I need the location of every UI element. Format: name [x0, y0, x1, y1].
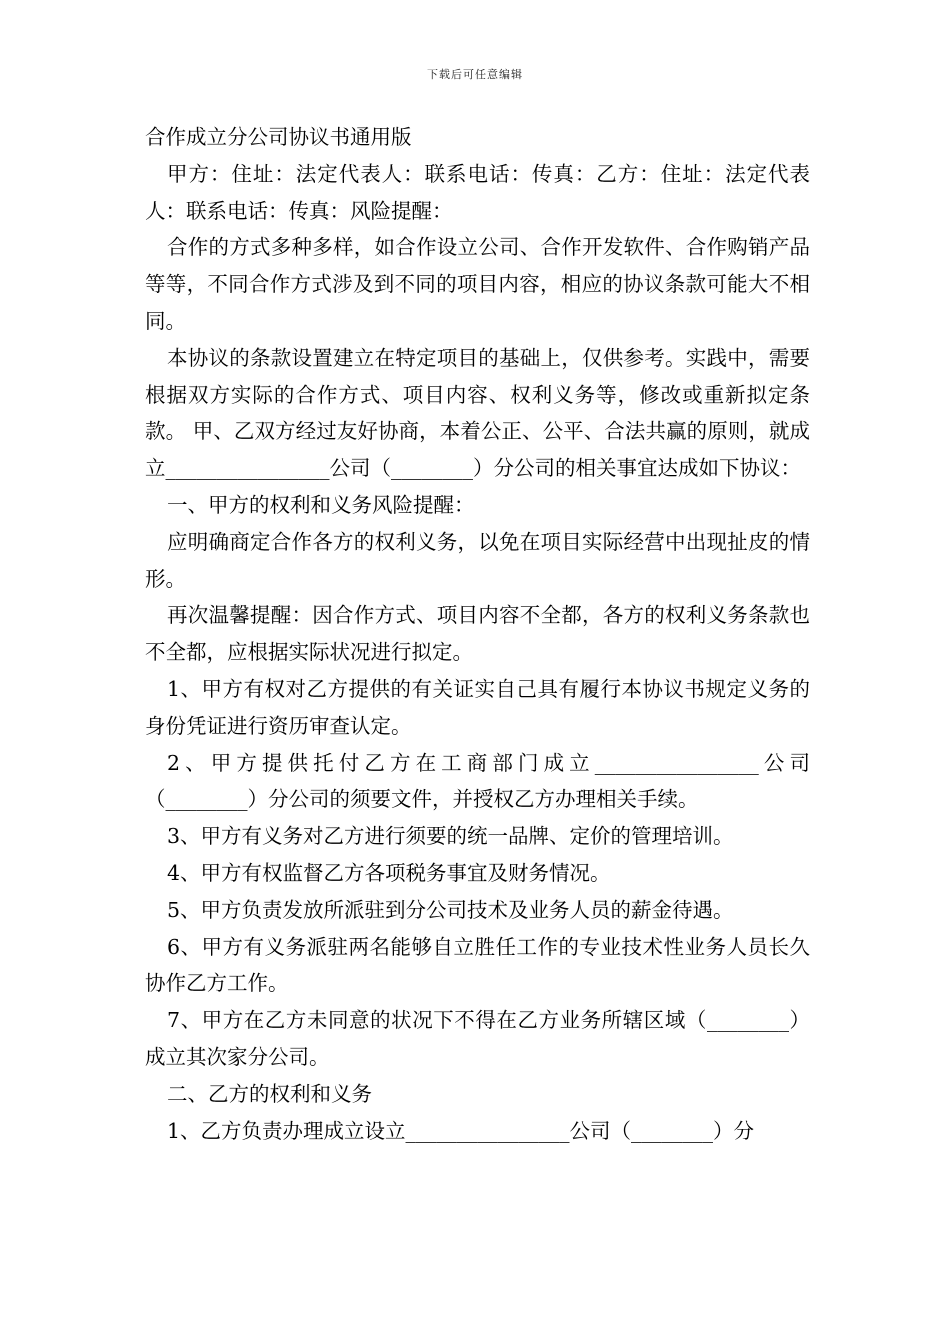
risk-note-paragraph: 合作的方式多种多样，如合作设立公司、合作开发软件、合作购销产品等等，不同合作方式涉及到不同的项目内容，相应的协议条款可能大不相同。 — [145, 235, 810, 333]
rights-note-paragraph: 应明确商定合作各方的权利义务，以免在项目实际经营中出现扯皮的情形。 — [145, 529, 810, 591]
document-body — [145, 119, 810, 1149]
clause-a-7: 7、甲方在乙方未同意的状况下不得在乙方业务所辖区域（________）成立其次家分公司。 — [145, 1008, 810, 1069]
clause-b-1: 1、乙方负责办理成立设立________________公司（________）分 — [167, 1118, 755, 1143]
clause-a-1: 1、甲方有权对乙方提供的有关证实自己具有履行本协议书规定义务的身份凭证进行资历审查认定。 — [145, 676, 810, 738]
clause-a-3: 3、甲方有义务对乙方进行须要的统一品牌、定价的管理培训。 — [167, 824, 734, 849]
agreement-intro-paragraph: 本协议的条款设置建立在特定项目的基础上，仅供参考。实践中，需要根据双方实际的合作方式、项目内容、权利义务等，修改或重新拟定条款。 甲、乙双方经过友好协商，本着公正、公平、合法共赢的原则，就成立________________公司（________）分公司的相关事宜达成如下协议： — [145, 345, 810, 481]
section-heading-party-a: 一、甲方的权利和义务风险提醒： — [167, 492, 475, 517]
clause-a-4: 4、甲方有权监督乙方各项税务事宜及财务情况。 — [167, 860, 611, 885]
clause-a-5: 5、甲方负责发放所派驻到分公司技术及业务人员的薪金待遇。 — [167, 897, 734, 922]
party-info-paragraph: 甲方：住址：法定代表人：联系电话：传真：乙方：住址：法定代表人：联系电话：传真：风险提醒： — [145, 161, 810, 223]
reminder-paragraph: 再次温馨提醒：因合作方式、项目内容不全都，各方的权利义务条款也不全都，应根据实际状况进行拟定。 — [145, 603, 810, 665]
clause-a-6: 6、甲方有义务派驻两名能够自立胜任工作的专业技术性业务人员长久协作乙方工作。 — [145, 934, 810, 996]
clause-a-2: 2、甲方提供托付乙方在工商部门成立________________公司（________）分公司的须要文件，并授权乙方办理相关手续。 — [145, 750, 810, 812]
document-title: 合作成立分公司协议书通用版 — [145, 125, 412, 149]
section-heading-party-b: 二、乙方的权利和义务 — [167, 1081, 372, 1106]
header-note: 下载后可任意编辑 — [427, 68, 523, 81]
